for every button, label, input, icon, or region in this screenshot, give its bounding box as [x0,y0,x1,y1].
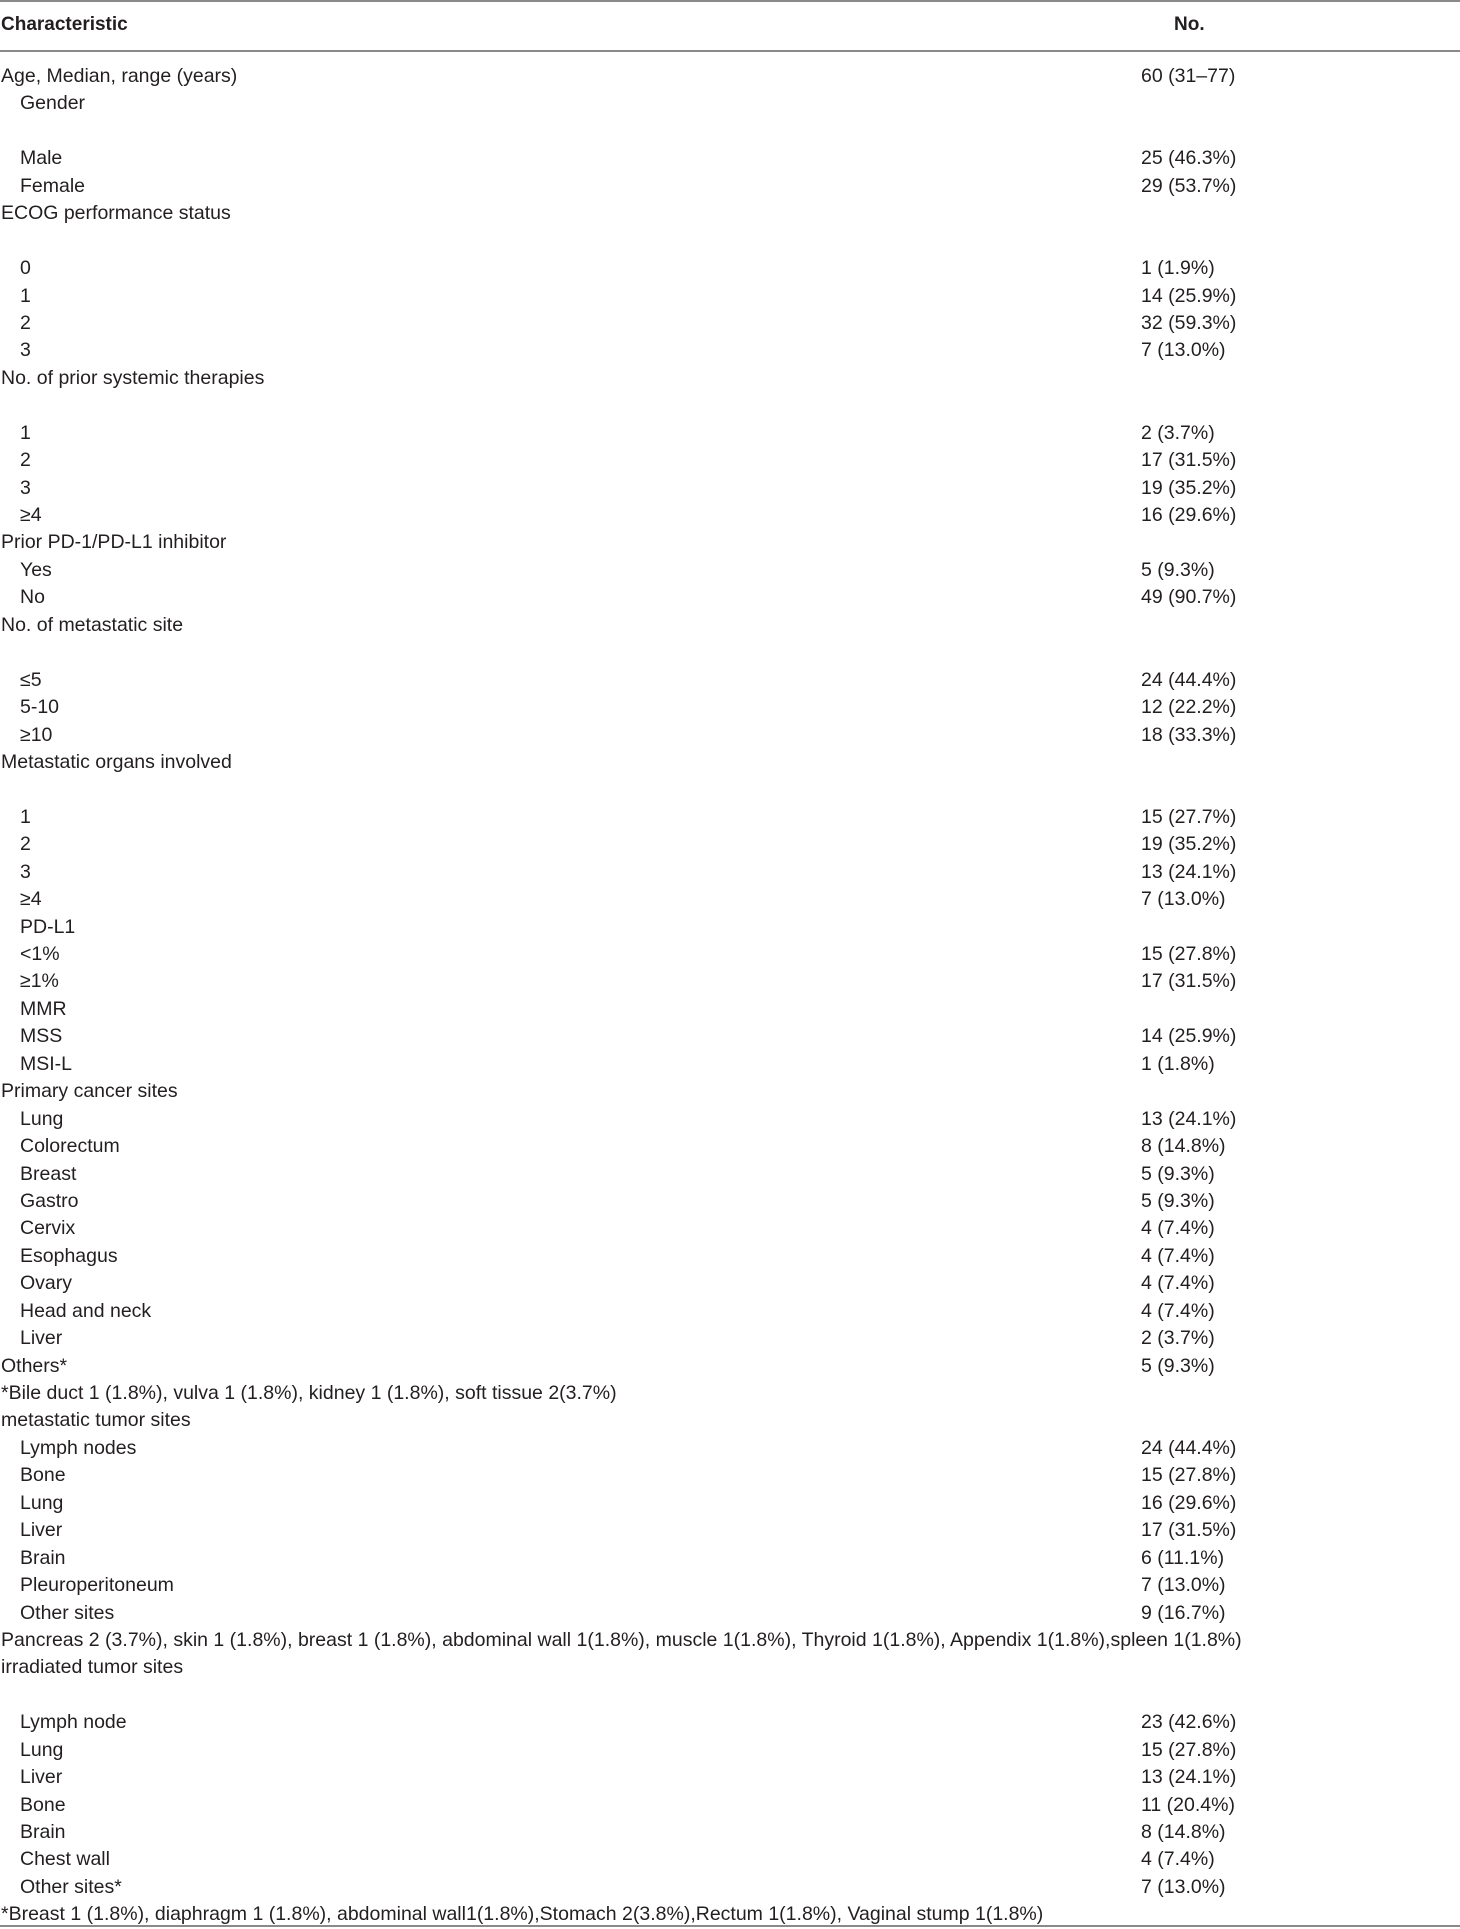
row-value: 14 (25.9%) [1141,1025,1237,1048]
row-label: Chest wall [20,1848,110,1871]
table-row [0,1572,1460,1599]
row-value: 8 (14.8%) [1141,1821,1226,1843]
table-row [0,90,1460,117]
table-row [0,1325,1460,1352]
row-label: 3 [20,860,31,883]
table-row [0,1298,1460,1325]
row-label: Metastatic organs involved [1,750,232,773]
row-label: Others* [1,1354,68,1377]
row-label: ≥1% [20,970,59,993]
table-row [0,228,1460,255]
row-value: 24 (44.4%) [1141,1436,1237,1459]
table-row [0,941,1460,968]
table-row [0,859,1460,886]
row-value: 4 (7.4%) [1141,1244,1215,1267]
table-row [0,914,1460,941]
table-row [0,1270,1460,1297]
row-label: Bone [20,1464,66,1487]
table-row [0,886,1460,913]
table-row [0,1161,1460,1188]
table-row [0,1682,1460,1709]
row-value: 5 (9.3%) [1141,1354,1215,1377]
row-label: Age, Median, range (years) [1,65,238,87]
row-value: 32 (59.3%) [1141,311,1237,334]
row-label: Ovary [20,1272,73,1295]
table-row [0,1462,1460,1489]
row-label: Prior PD-1/PD-L1 inhibitor [1,531,227,554]
table-row [0,1600,1460,1627]
table-row [0,365,1460,392]
table-row [0,63,1460,90]
row-label: Lymph nodes [20,1436,137,1459]
row-label: ≥4 [20,504,42,526]
row-label: Yes [20,558,52,581]
row-value: 7 (13.0%) [1141,1574,1226,1597]
row-label: Male [20,147,63,170]
row-label: Esophagus [20,1244,118,1267]
table-row [0,145,1460,172]
row-label: metastatic tumor sites [1,1409,191,1432]
row-label: ≥4 [20,888,42,911]
row-label: ≤5 [20,668,42,691]
row-label: Brain [20,1821,66,1843]
row-value: 60 (31–77) [1141,65,1236,87]
row-label: PD-L1 [20,915,76,938]
row-value: 17 (31.5%) [1141,449,1237,472]
row-value: 4 (7.4%) [1141,1272,1215,1295]
row-value: 49 (90.7%) [1141,586,1237,609]
row-label: ECOG performance status [1,202,231,225]
row-value: 13 (24.1%) [1141,860,1237,883]
table-header [0,0,1460,50]
row-value: 15 (27.7%) [1141,805,1237,828]
table-row [0,1051,1460,1078]
row-value: 5 (9.3%) [1141,558,1215,581]
row-label: Lung [20,1738,64,1761]
row-value: 4 (7.4%) [1141,1299,1215,1322]
row-value: 23 (42.6%) [1141,1711,1237,1734]
row-value: 25 (46.3%) [1141,147,1237,170]
table-row [0,749,1460,776]
table-row [0,1737,1460,1764]
table-row [0,392,1460,419]
table-row [0,1517,1460,1544]
row-label: Pleuroperitoneum [20,1574,174,1597]
table-row [0,1709,1460,1736]
row-label: Gender [20,92,86,115]
row-label: Female [20,174,86,197]
row-value: 7 (13.0%) [1141,339,1226,362]
row-label: Gastro [20,1189,79,1212]
table-row [0,804,1460,831]
table-row [0,1627,1460,1654]
row-label: MSS [20,1025,63,1048]
row-value: 14 (25.9%) [1141,284,1237,307]
table-row [0,475,1460,502]
row-label: Other sites* [20,1875,122,1898]
table-row [0,776,1460,803]
row-value: 1 (1.8%) [1141,1052,1215,1075]
row-label: 3 [20,476,31,499]
table-row [0,557,1460,584]
row-label: ≥10 [20,723,53,746]
row-label: MMR [20,997,67,1020]
table-row [0,1490,1460,1517]
table-row [0,831,1460,858]
row-value: 7 (13.0%) [1141,888,1226,911]
row-label: 1 [20,284,31,307]
table-row [0,1407,1460,1434]
row-value: 9 (16.7%) [1141,1601,1226,1624]
row-value: 1 (1.9%) [1141,257,1215,280]
table-row [0,255,1460,282]
row-label: No. of prior systemic therapies [1,366,265,389]
row-label: Cervix [20,1217,76,1240]
table-row [0,612,1460,639]
row-value: 19 (35.2%) [1141,476,1237,499]
row-label: 2 [20,449,31,472]
row-label: 2 [20,311,31,334]
row-label: <1% [20,943,60,965]
row-label: 3 [20,339,31,362]
row-label: No [20,586,45,609]
row-label: Lung [20,1491,64,1514]
row-value: 5 (9.3%) [1141,1162,1215,1185]
row-label: Liver [20,1519,63,1542]
row-value: 13 (24.1%) [1141,1766,1237,1789]
row-value: 11 (20.4%) [1141,1793,1235,1816]
row-value: 15 (27.8%) [1141,943,1237,965]
row-label: Lymph node [20,1711,127,1734]
table-row [0,1792,1460,1819]
table-row [0,1380,1460,1407]
row-label: Lung [20,1107,64,1130]
table-row [0,996,1460,1023]
row-value: 7 (13.0%) [1141,1875,1226,1898]
row-label: MSI-L [20,1052,73,1075]
table-row [0,1188,1460,1215]
row-label: Primary cancer sites [1,1080,178,1103]
row-label: 1 [20,421,31,444]
table-row [0,529,1460,556]
table-row [0,1435,1460,1462]
row-value: 17 (31.5%) [1141,1519,1237,1542]
table-row [0,173,1460,200]
row-label: 0 [20,257,31,280]
row-label: irradiated tumor sites [1,1656,184,1679]
table-row [0,420,1460,447]
table-row [0,667,1460,694]
table-row [0,1133,1460,1160]
row-label: Brain [20,1546,66,1569]
row-label: Head and neck [20,1299,152,1322]
table-row [0,1353,1460,1380]
table-row [0,1764,1460,1791]
row-value: 8 (14.8%) [1141,1135,1226,1158]
table-row [0,1106,1460,1133]
table-row [0,1215,1460,1242]
row-value: 2 (3.7%) [1141,421,1215,444]
row-label: Other sites [20,1601,115,1624]
row-value: 18 (33.3%) [1141,723,1237,746]
header-characteristic: Characteristic [1,14,128,35]
table-row [0,1846,1460,1873]
table-row [0,639,1460,666]
row-value: 15 (27.8%) [1141,1738,1237,1761]
table-row [0,584,1460,611]
table-row [0,310,1460,337]
row-label: Liver [20,1766,63,1789]
table-row [0,968,1460,995]
table-row [0,502,1460,529]
row-label: 5-10 [20,696,60,719]
table-body [0,63,1460,1929]
table-row [0,1078,1460,1105]
header-no: No. [1174,14,1205,35]
table-row [0,337,1460,364]
table-row [0,1819,1460,1846]
table-row [0,1654,1460,1681]
row-label: Pancreas 2 (3.7%), skin 1 (1.8%), breast 1 (1.8%), abdominal wall 1(1.8%), muscle 1(1.8%), Thyroid 1(1.8%), Appendix 1(1.8%),spleen 1(1.8%) [1,1628,1242,1651]
row-value: 6 (11.1%) [1141,1546,1225,1569]
table-row [0,1545,1460,1572]
row-value: 29 (53.7%) [1141,174,1237,197]
row-label: *Bile duct 1 (1.8%), vulva 1 (1.8%), kidney 1 (1.8%), soft tissue 2(3.7%) [1,1382,617,1404]
row-label: Liver [20,1327,63,1350]
row-label: Colorectum [20,1135,120,1158]
table-row [0,200,1460,227]
row-value: 16 (29.6%) [1141,1491,1237,1514]
row-value: 5 (9.3%) [1141,1189,1215,1212]
row-value: 13 (24.1%) [1141,1107,1237,1130]
row-label: 2 [20,833,31,856]
row-label: Breast [20,1162,77,1185]
row-value: 15 (27.8%) [1141,1464,1237,1487]
row-value: 12 (22.2%) [1141,696,1237,719]
row-value: 17 (31.5%) [1141,970,1237,993]
table-row [0,1874,1460,1901]
row-value: 24 (44.4%) [1141,668,1237,691]
row-label: Bone [20,1793,66,1816]
table-row [0,447,1460,474]
table-row [0,722,1460,749]
row-value: 4 (7.4%) [1141,1217,1215,1240]
row-label: *Breast 1 (1.8%), diaphragm 1 (1.8%), abdominal wall1(1.8%),Stomach 2(3.8%),Rectum 1(1.8%), Vaginal stump 1(1.8%) [1,1903,1044,1926]
table-row [0,1243,1460,1270]
row-label: No. of metastatic site [1,613,184,636]
table-row [0,694,1460,721]
row-value: 4 (7.4%) [1141,1848,1215,1871]
row-value: 19 (35.2%) [1141,833,1237,856]
table-row [0,1023,1460,1050]
row-value: 16 (29.6%) [1141,504,1237,526]
row-label: 1 [20,805,31,828]
row-value: 2 (3.7%) [1141,1327,1215,1350]
table-row [0,118,1460,145]
table-row [0,283,1460,310]
header-rule [0,50,1460,52]
